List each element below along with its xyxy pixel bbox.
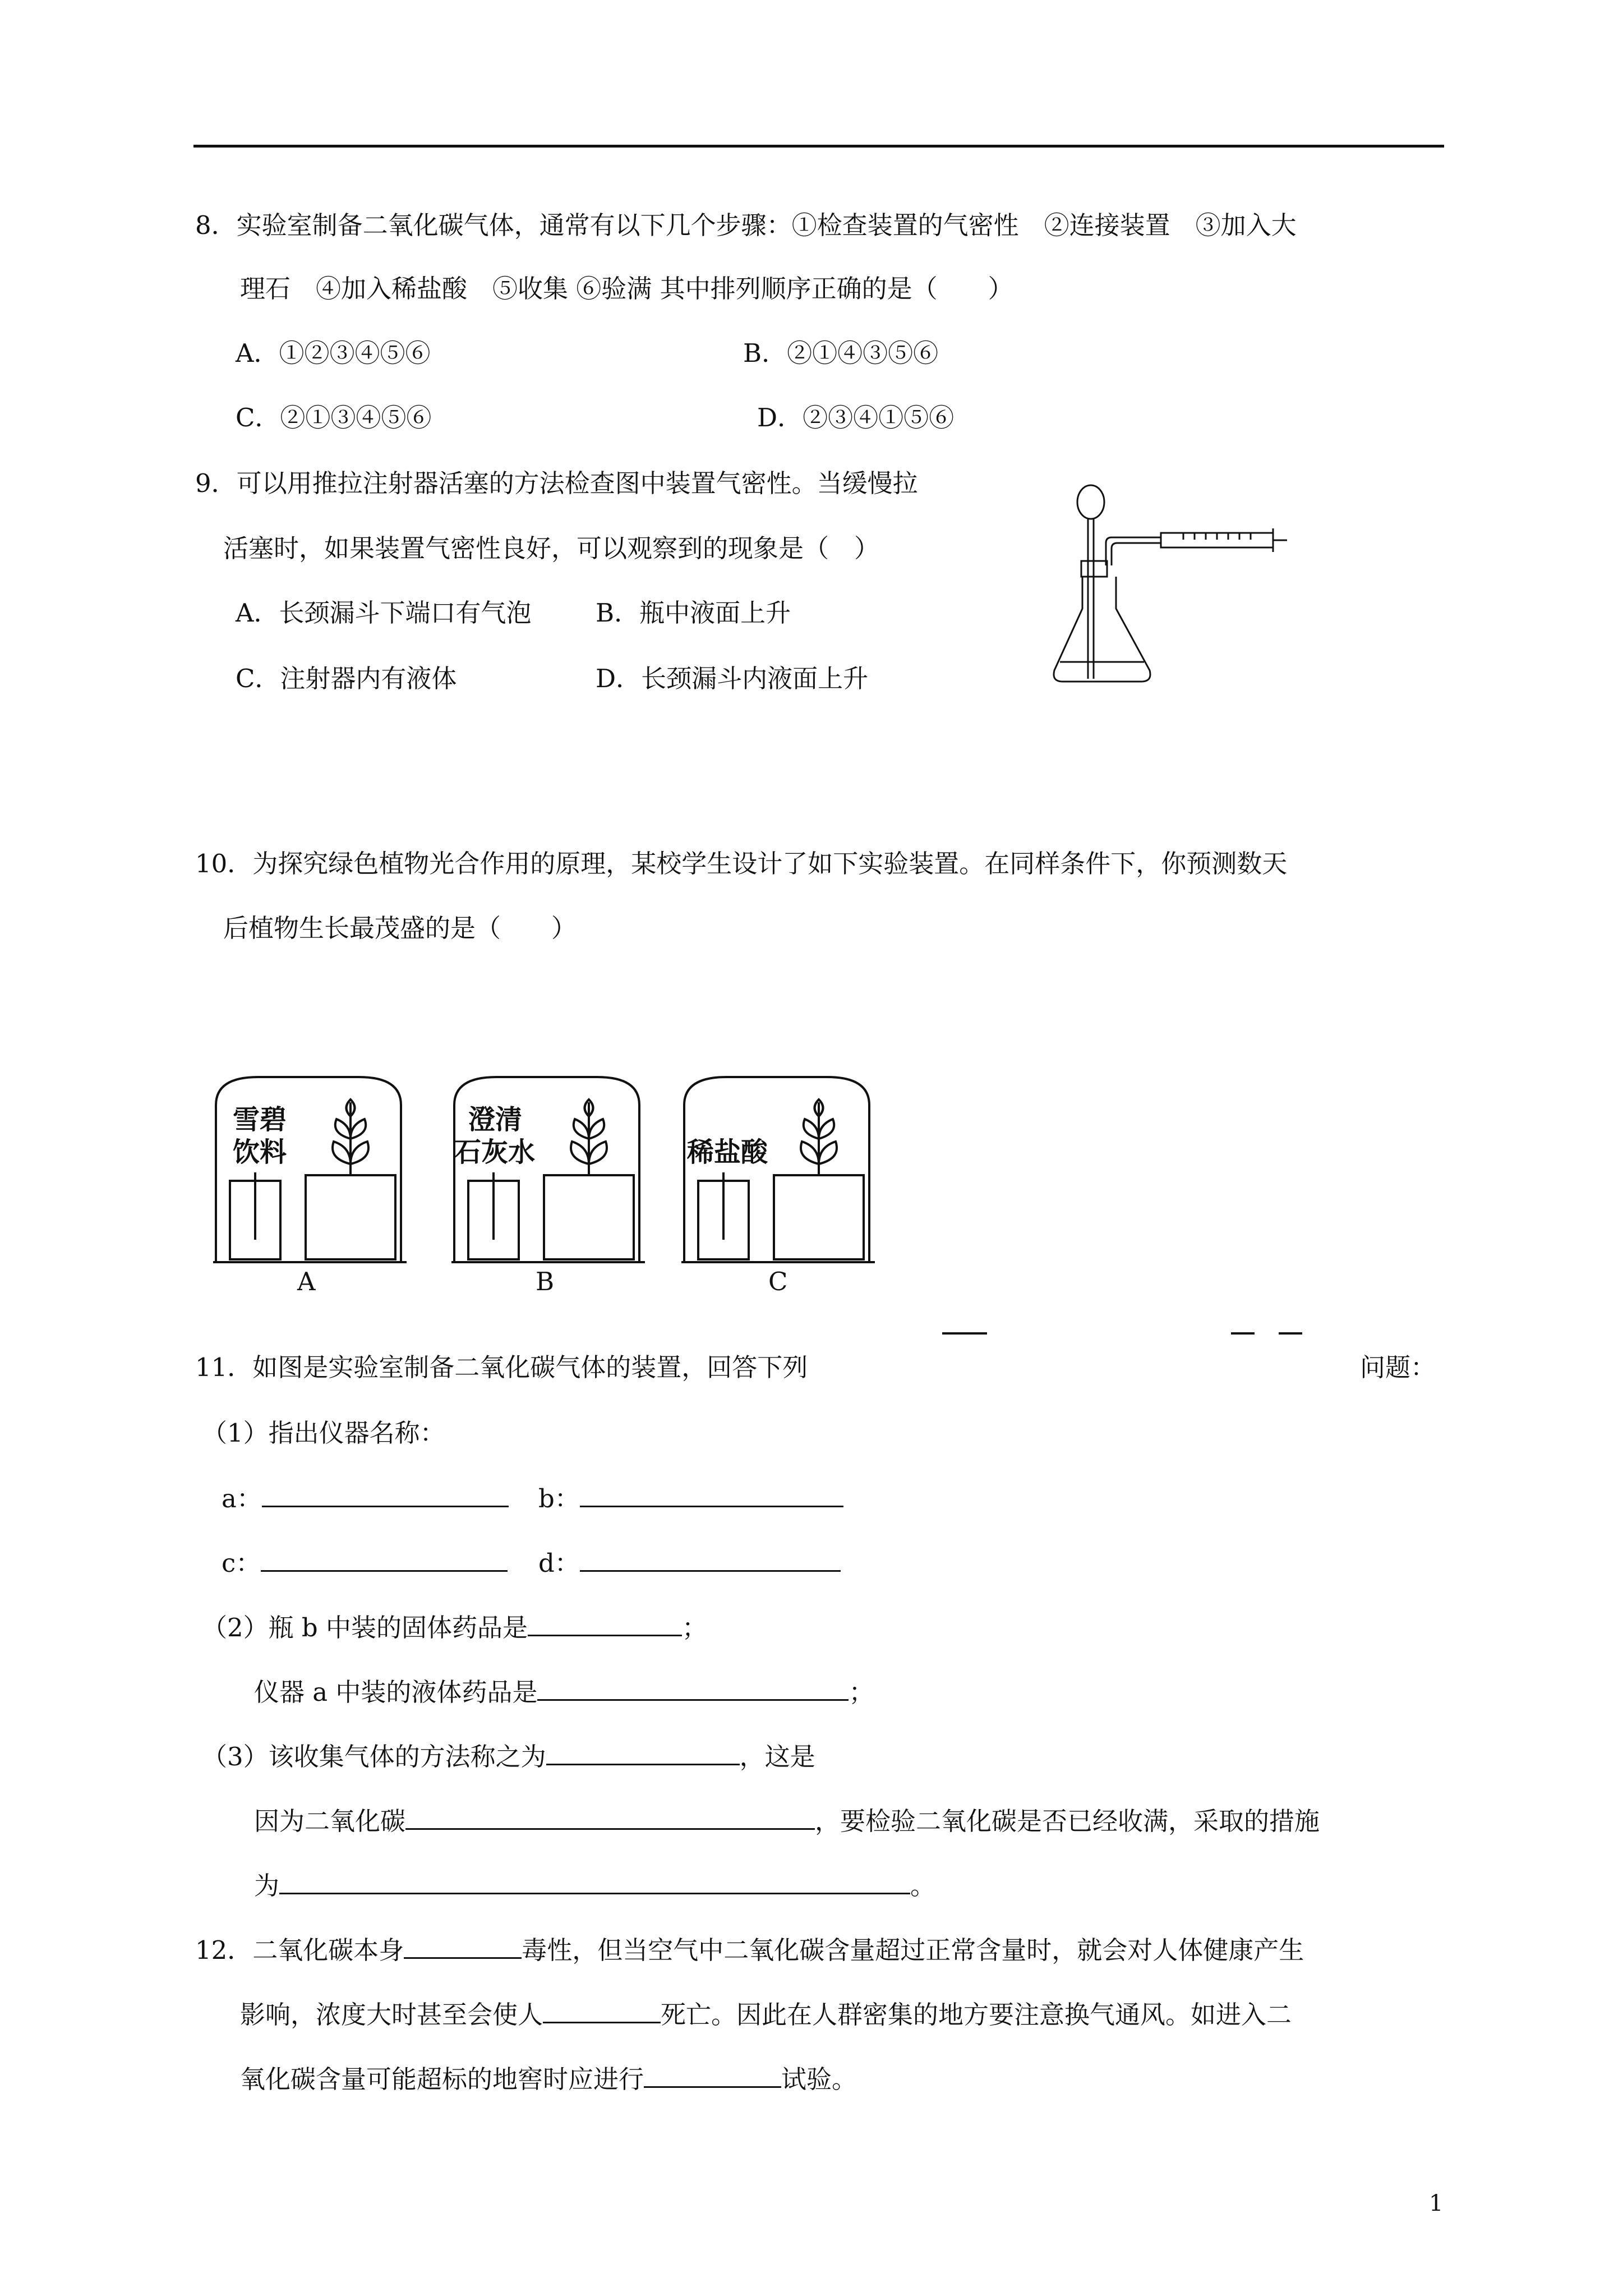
q11-part2a (202, 1610, 707, 1645)
label-a: a： (222, 1484, 262, 1513)
q8-option-b: B．②①④③⑤⑥ (743, 338, 939, 368)
blank-a[interactable] (262, 1481, 509, 1507)
q11-part2a-end: ； (682, 1613, 708, 1642)
q8-option-c: C．②①③④⑤⑥ (236, 403, 432, 432)
figure-a-label-line2: 饮料 (233, 1137, 287, 1168)
blank-co2-property[interactable] (405, 1803, 815, 1830)
plant-experiment-figure-a (213, 1069, 409, 1293)
q11-part1: （1）指出仪器名称： (202, 1418, 445, 1448)
q11-part3a (202, 1739, 815, 1774)
q9-option-c: C．注射器内有液体 (236, 664, 457, 693)
figure-c-caption: C (768, 1267, 788, 1296)
q10-stem-line2: 后植物生长最茂盛的是（ ） (223, 913, 577, 943)
blank-cause-death[interactable] (543, 1997, 661, 2023)
q11-part3a-end: ，这是 (739, 1742, 815, 1772)
q12-line3-text: 氧化碳含量可能超标的地窖时应进行 (240, 2064, 644, 2094)
blank-collection-method[interactable] (546, 1739, 740, 1765)
figure-a-label-line1: 雪碧 (233, 1104, 287, 1135)
blank-full-check[interactable] (279, 1868, 910, 1894)
label-d: d： (538, 1548, 580, 1578)
q11-stem-end: 问题： (1360, 1352, 1436, 1382)
q11-b-row (538, 1481, 843, 1516)
blank-c[interactable] (261, 1545, 508, 1572)
q12-line2-end: 死亡。因此在人群密集的地方要注意换气通风。如进入二 (661, 2000, 1292, 2030)
q10-stem-line1: 10．为探究绿色植物光合作用的原理，某校学生设计了如下实验装置。在同样条件下，你预测数天 (195, 849, 1288, 878)
figure-a-caption: A (297, 1267, 316, 1296)
header-rule (193, 145, 1444, 148)
plant-experiment-figure-c (681, 1069, 878, 1293)
page-number: 1 (1429, 2191, 1444, 2216)
figure-c-label: 稀盐酸 (687, 1137, 768, 1168)
decorative-rule (1279, 1332, 1302, 1335)
q12-line2-text: 影响，浓度大时甚至会使人 (240, 2000, 543, 2030)
blank-toxicity[interactable] (404, 1932, 522, 1959)
plant-experiment-figure-b (451, 1069, 648, 1293)
q11-part2b-end: ； (849, 1677, 874, 1707)
blank-b[interactable] (580, 1481, 843, 1507)
q9-stem-line2: 活塞时，如果装置气密性良好，可以观察到的现象是（ ） (223, 533, 880, 563)
q9-stem-line1: 9．可以用推拉注射器活塞的方法检查图中装置气密性。当缓慢拉 (195, 468, 918, 498)
q11-a-row (222, 1481, 509, 1516)
q11-part3b (254, 1803, 1320, 1838)
blank-liquid-reagent[interactable] (537, 1674, 849, 1701)
q12-line3-end: 试验。 (781, 2064, 857, 2094)
blank-d[interactable] (580, 1545, 841, 1572)
q11-part3c-text: 为 (254, 1871, 280, 1901)
blank-solid-reagent[interactable] (528, 1610, 682, 1636)
q8-stem-line2: 理石 ④加入稀盐酸 ⑤收集 ⑥验满 其中排列顺序正确的是（ ） (240, 274, 1013, 303)
q11-part2b-text: 仪器 a 中装的液体药品是 (254, 1677, 538, 1707)
q8-stem-line1: 8．实验室制备二氧化碳气体，通常有以下几个步骤：①检查装置的气密性 ②连接装置 ③加入大 (195, 210, 1297, 240)
label-b: b： (538, 1484, 580, 1513)
q9-option-a: A．长颈漏斗下端口有气泡 (236, 598, 532, 628)
q11-stem: 11．如图是实验室制备二氧化碳气体的装置，回答下列 (195, 1352, 808, 1382)
q11-part3b-end: ，要检验二氧化碳是否已经收满，采取的措施 (815, 1806, 1320, 1836)
q8-option-a: A．①②③④⑤⑥ (236, 338, 431, 368)
q11-part3c-end: 。 (910, 1871, 936, 1901)
figure-b-label-line2: 石灰水 (454, 1137, 536, 1168)
blank-test-name[interactable] (644, 2062, 781, 2088)
figure-b-label-line1: 澄清 (468, 1104, 523, 1135)
q11-c-row (222, 1545, 508, 1580)
q11-d-row (538, 1545, 841, 1580)
q11-part3b-text: 因为二氧化碳 (254, 1806, 406, 1836)
q9-option-d: D．长颈漏斗内液面上升 (596, 664, 869, 693)
q12-line1 (195, 1932, 1304, 1967)
q11-part3a-text: （3）该收集气体的方法称之为 (202, 1742, 546, 1772)
syringe-flask-apparatus-figure (1043, 477, 1290, 701)
figure-b-caption: B (536, 1267, 555, 1296)
q11-part2b (254, 1674, 874, 1709)
q12-line2 (240, 1997, 1292, 2032)
q12-line3 (240, 2062, 857, 2096)
q12-line1-end: 毒性，但当空气中二氧化碳含量超过正常含量时，就会对人体健康产生 (522, 1935, 1304, 1965)
q9-option-b: B．瓶中液面上升 (596, 598, 791, 628)
q8-option-d: D．②③④①⑤⑥ (757, 403, 955, 432)
decorative-rule (942, 1332, 987, 1335)
q12-line1-text: 12．二氧化碳本身 (195, 1935, 404, 1965)
decorative-rule (1231, 1332, 1255, 1335)
q11-part2a-text: （2）瓶 b 中装的固体药品是 (202, 1613, 528, 1642)
label-c: c： (222, 1548, 261, 1578)
q11-part3c (254, 1868, 935, 1903)
